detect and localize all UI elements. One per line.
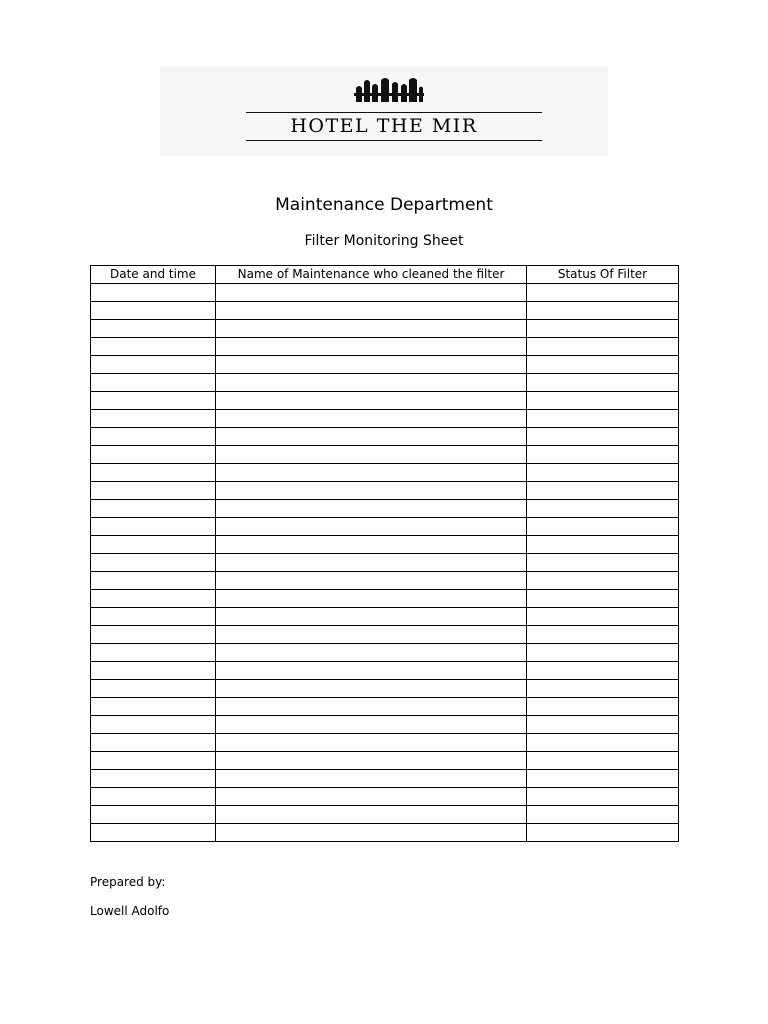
cell-maintenance-name (216, 752, 527, 770)
table-row (91, 284, 679, 302)
cell-maintenance-name (216, 716, 527, 734)
cell-maintenance-name (216, 536, 527, 554)
preparer-name: Lowell Adolfo (90, 904, 170, 918)
table-row (91, 788, 679, 806)
table-row (91, 338, 679, 356)
cell-filter-status (527, 752, 679, 770)
cell-maintenance-name (216, 698, 527, 716)
cell-maintenance-name (216, 338, 527, 356)
cell-date-time (91, 500, 216, 518)
table-row (91, 446, 679, 464)
cell-date-time (91, 698, 216, 716)
table-row (91, 410, 679, 428)
cell-maintenance-name (216, 572, 527, 590)
table-row (91, 302, 679, 320)
cell-filter-status (527, 500, 679, 518)
table-body (91, 284, 679, 842)
cell-filter-status (527, 644, 679, 662)
cell-filter-status (527, 770, 679, 788)
cell-filter-status (527, 518, 679, 536)
cell-maintenance-name (216, 356, 527, 374)
cell-maintenance-name (216, 284, 527, 302)
cell-filter-status (527, 716, 679, 734)
table-row (91, 716, 679, 734)
table-row (91, 770, 679, 788)
hotel-logo (160, 66, 608, 156)
cell-maintenance-name (216, 734, 527, 752)
cell-date-time (91, 410, 216, 428)
cell-date-time (91, 374, 216, 392)
cell-date-time (91, 392, 216, 410)
cell-maintenance-name (216, 662, 527, 680)
table-row (91, 374, 679, 392)
cell-date-time (91, 770, 216, 788)
cell-filter-status (527, 482, 679, 500)
cell-date-time (91, 734, 216, 752)
cell-filter-status (527, 554, 679, 572)
hotel-buildings-icon (354, 76, 424, 102)
cell-filter-status (527, 428, 679, 446)
table-row (91, 806, 679, 824)
cell-filter-status (527, 374, 679, 392)
cell-filter-status (527, 356, 679, 374)
cell-date-time (91, 716, 216, 734)
cell-date-time (91, 662, 216, 680)
table-row (91, 554, 679, 572)
cell-filter-status (527, 788, 679, 806)
table-row (91, 824, 679, 842)
cell-date-time (91, 806, 216, 824)
cell-date-time (91, 680, 216, 698)
cell-date-time (91, 284, 216, 302)
cell-maintenance-name (216, 320, 527, 338)
cell-date-time (91, 644, 216, 662)
cell-maintenance-name (216, 410, 527, 428)
table-row (91, 662, 679, 680)
cell-date-time (91, 518, 216, 536)
cell-date-time (91, 428, 216, 446)
table-row (91, 500, 679, 518)
cell-filter-status (527, 464, 679, 482)
table-row (91, 752, 679, 770)
table-row (91, 482, 679, 500)
cell-date-time (91, 446, 216, 464)
cell-maintenance-name (216, 626, 527, 644)
column-header-filter-status: Status Of Filter (527, 266, 679, 284)
cell-date-time (91, 320, 216, 338)
column-header-date-time: Date and time (91, 266, 216, 284)
table-row (91, 392, 679, 410)
cell-maintenance-name (216, 446, 527, 464)
cell-maintenance-name (216, 680, 527, 698)
department-heading: Maintenance Department (275, 195, 493, 215)
filter-monitoring-table (90, 265, 679, 842)
table-row (91, 572, 679, 590)
cell-maintenance-name (216, 392, 527, 410)
cell-filter-status (527, 824, 679, 842)
sheet-title: Filter Monitoring Sheet (304, 233, 464, 249)
logo-text: HOTEL THE MIR (290, 115, 478, 137)
cell-filter-status (527, 392, 679, 410)
cell-filter-status (527, 410, 679, 428)
cell-maintenance-name (216, 302, 527, 320)
cell-filter-status (527, 590, 679, 608)
cell-maintenance-name (216, 518, 527, 536)
cell-maintenance-name (216, 464, 527, 482)
table-row (91, 320, 679, 338)
table-row (91, 428, 679, 446)
cell-date-time (91, 554, 216, 572)
table-row (91, 536, 679, 554)
cell-date-time (91, 752, 216, 770)
cell-maintenance-name (216, 824, 527, 842)
cell-filter-status (527, 662, 679, 680)
logo-bottom-rule (246, 140, 542, 141)
cell-filter-status (527, 698, 679, 716)
cell-maintenance-name (216, 770, 527, 788)
cell-maintenance-name (216, 644, 527, 662)
prepared-by-label: Prepared by: (90, 875, 166, 889)
cell-date-time (91, 356, 216, 374)
cell-maintenance-name (216, 554, 527, 572)
logo-top-rule (246, 112, 542, 113)
cell-filter-status (527, 734, 679, 752)
cell-maintenance-name (216, 608, 527, 626)
cell-maintenance-name (216, 590, 527, 608)
table-row (91, 590, 679, 608)
table-row (91, 698, 679, 716)
cell-date-time (91, 302, 216, 320)
cell-filter-status (527, 680, 679, 698)
table-row (91, 734, 679, 752)
table-row (91, 608, 679, 626)
cell-date-time (91, 338, 216, 356)
cell-maintenance-name (216, 482, 527, 500)
cell-date-time (91, 590, 216, 608)
cell-maintenance-name (216, 428, 527, 446)
cell-filter-status (527, 302, 679, 320)
table-row (91, 626, 679, 644)
cell-filter-status (527, 806, 679, 824)
cell-date-time (91, 788, 216, 806)
column-header-maintenance-name: Name of Maintenance who cleaned the filter (216, 266, 527, 284)
cell-date-time (91, 824, 216, 842)
table-row (91, 356, 679, 374)
cell-filter-status (527, 446, 679, 464)
cell-date-time (91, 626, 216, 644)
cell-filter-status (527, 284, 679, 302)
cell-filter-status (527, 608, 679, 626)
cell-date-time (91, 464, 216, 482)
table-row (91, 680, 679, 698)
cell-date-time (91, 482, 216, 500)
cell-maintenance-name (216, 806, 527, 824)
cell-filter-status (527, 536, 679, 554)
cell-filter-status (527, 626, 679, 644)
cell-maintenance-name (216, 788, 527, 806)
table-header-row (91, 266, 679, 284)
cell-date-time (91, 608, 216, 626)
cell-date-time (91, 536, 216, 554)
cell-filter-status (527, 338, 679, 356)
table-row (91, 464, 679, 482)
cell-filter-status (527, 320, 679, 338)
cell-date-time (91, 572, 216, 590)
cell-filter-status (527, 572, 679, 590)
table-row (91, 644, 679, 662)
table-row (91, 518, 679, 536)
cell-maintenance-name (216, 374, 527, 392)
cell-maintenance-name (216, 500, 527, 518)
